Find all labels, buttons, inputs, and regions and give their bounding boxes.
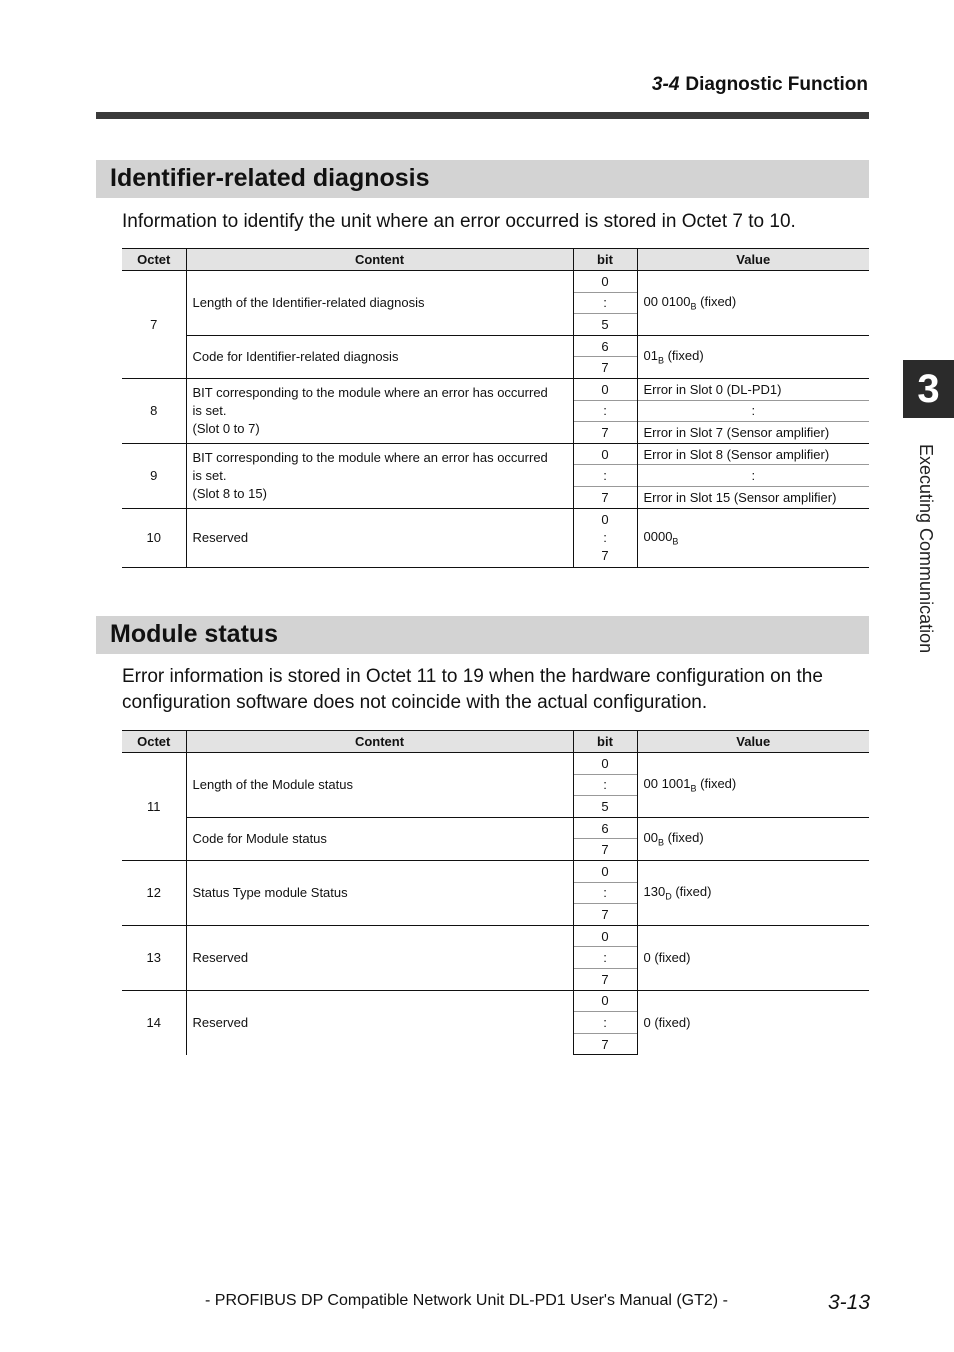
- bit-cell: 7: [573, 486, 637, 508]
- content-cell: Length of the Module status: [186, 753, 573, 818]
- bit-cell: 7: [573, 422, 637, 444]
- bit-cell: 7: [573, 839, 637, 861]
- bit-cell: :: [573, 1012, 637, 1034]
- octet-cell: 9: [122, 443, 186, 508]
- bit-cell: :: [573, 465, 637, 487]
- table-row: [122, 990, 869, 1012]
- value-cell: 0 (fixed): [637, 925, 869, 990]
- value-cell: $0000_B$: [637, 508, 869, 567]
- octet-cell: 13: [122, 925, 186, 990]
- octet-cell: 14: [122, 990, 186, 1055]
- bit-cell: 0: [573, 860, 637, 882]
- intro-paragraph: Information to identify the unit where an error occurred is stored in Octet 7 to 10.: [122, 211, 796, 232]
- column-header: Octet: [122, 731, 186, 753]
- table-header-row: [122, 249, 869, 271]
- bit-cell: 5: [573, 796, 637, 818]
- octet-cell: 7: [122, 271, 186, 379]
- column-header: Value: [637, 731, 869, 753]
- column-header: bit: [573, 731, 637, 753]
- value-cell: :: [637, 400, 869, 422]
- content-cell: Code for Identifier-related diagnosis: [186, 335, 573, 378]
- content-cell: Status Type module Status: [186, 860, 573, 925]
- content-cell: Length of the Identifier-related diagnosis: [186, 271, 573, 336]
- value-cell: Error in Slot 7 (Sensor amplifier): [637, 422, 869, 444]
- value-cell: :: [637, 465, 869, 487]
- bit-cell: 6: [573, 335, 637, 357]
- running-header: [652, 74, 868, 96]
- intro-paragraph: Error information is stored in Octet 11 to 19 when the hardware configuration on the configuration software does not coincide with the actual configuration.: [122, 666, 823, 713]
- column-header: Octet: [122, 249, 186, 271]
- bit-cell: 7: [573, 1033, 637, 1055]
- module-status-table: [122, 730, 869, 1055]
- table-row: [122, 335, 869, 357]
- table-header-row: [122, 731, 869, 753]
- value-cell: Error in Slot 0 (DL-PD1): [637, 378, 869, 400]
- content-cell: Reserved: [186, 990, 573, 1055]
- octet-cell: 8: [122, 378, 186, 443]
- value-cell: $00_B$ (fixed): [637, 817, 869, 860]
- bit-cell: 7: [573, 968, 637, 990]
- column-header: Content: [186, 731, 573, 753]
- value-cell: 00 $0100_B$ (fixed): [637, 271, 869, 336]
- content-cell: BIT corresponding to the module where an error has occurred is set. (Slot 0 to 7): [186, 378, 573, 443]
- bit-cell: :: [573, 882, 637, 904]
- content-cell: BIT corresponding to the module where an error has occurred is set. (Slot 8 to 15): [186, 443, 573, 508]
- table-row: [122, 753, 869, 775]
- bit-cell: 7: [573, 904, 637, 926]
- bit-cell: 0: [573, 271, 637, 293]
- bit-cell: 7: [573, 357, 637, 379]
- content-cell: Code for Module status: [186, 817, 573, 860]
- table-row: [122, 443, 869, 465]
- section-number: 3-4: [651, 74, 680, 95]
- bit-cell: 0: [573, 378, 637, 400]
- column-header: bit: [573, 249, 637, 271]
- bit-cell: :: [573, 400, 637, 422]
- table-row: [122, 271, 869, 293]
- bit-cell: :: [573, 774, 637, 796]
- bit-cell: 0: [573, 753, 637, 775]
- section-title: Diagnostic Function: [685, 74, 868, 95]
- octet-cell: 11: [122, 753, 186, 861]
- value-cell: $130_D$ (fixed): [637, 860, 869, 925]
- identifier-diagnosis-table: [122, 248, 869, 568]
- chapter-title-vertical: Executing Communication: [916, 444, 936, 654]
- section-heading-band: [96, 160, 869, 198]
- value-cell: Error in Slot 8 (Sensor amplifier): [637, 443, 869, 465]
- column-header: Value: [637, 249, 869, 271]
- value-cell: Error in Slot 15 (Sensor amplifier): [637, 486, 869, 508]
- bit-cell: 0: [573, 990, 637, 1012]
- table-row: [122, 925, 869, 947]
- bit-cell: 6: [573, 817, 637, 839]
- bit-cell: 0 : 7: [573, 508, 637, 567]
- content-cell: Reserved: [186, 508, 573, 567]
- manual-title-footer: - PROFIBUS DP Compatible Network Unit DL-PD1 User's Manual (GT2) -: [205, 1292, 728, 1309]
- section-heading: Identifier-related diagnosis: [110, 164, 430, 192]
- table-row: [122, 817, 869, 839]
- value-cell: $01_B$ (fixed): [637, 335, 869, 378]
- bit-cell: 0: [573, 443, 637, 465]
- section-heading-band: [96, 616, 869, 654]
- bit-cell: 0: [573, 925, 637, 947]
- octet-cell: 10: [122, 508, 186, 567]
- table-row: [122, 860, 869, 882]
- table-row: [122, 508, 869, 567]
- bit-cell: :: [573, 292, 637, 314]
- table-row: [122, 378, 869, 400]
- value-cell: 0 (fixed): [637, 990, 869, 1055]
- chapter-number-tab: 3: [903, 360, 954, 418]
- bit-cell: :: [573, 947, 637, 969]
- page-number: 3-13: [828, 1291, 871, 1314]
- bit-cell: 5: [573, 314, 637, 336]
- header-rule: [96, 112, 869, 119]
- column-header: Content: [186, 249, 573, 271]
- value-cell: 00 $1001_B$ (fixed): [637, 753, 869, 818]
- content-cell: Reserved: [186, 925, 573, 990]
- section-heading: Module status: [110, 620, 279, 648]
- octet-cell: 12: [122, 860, 186, 925]
